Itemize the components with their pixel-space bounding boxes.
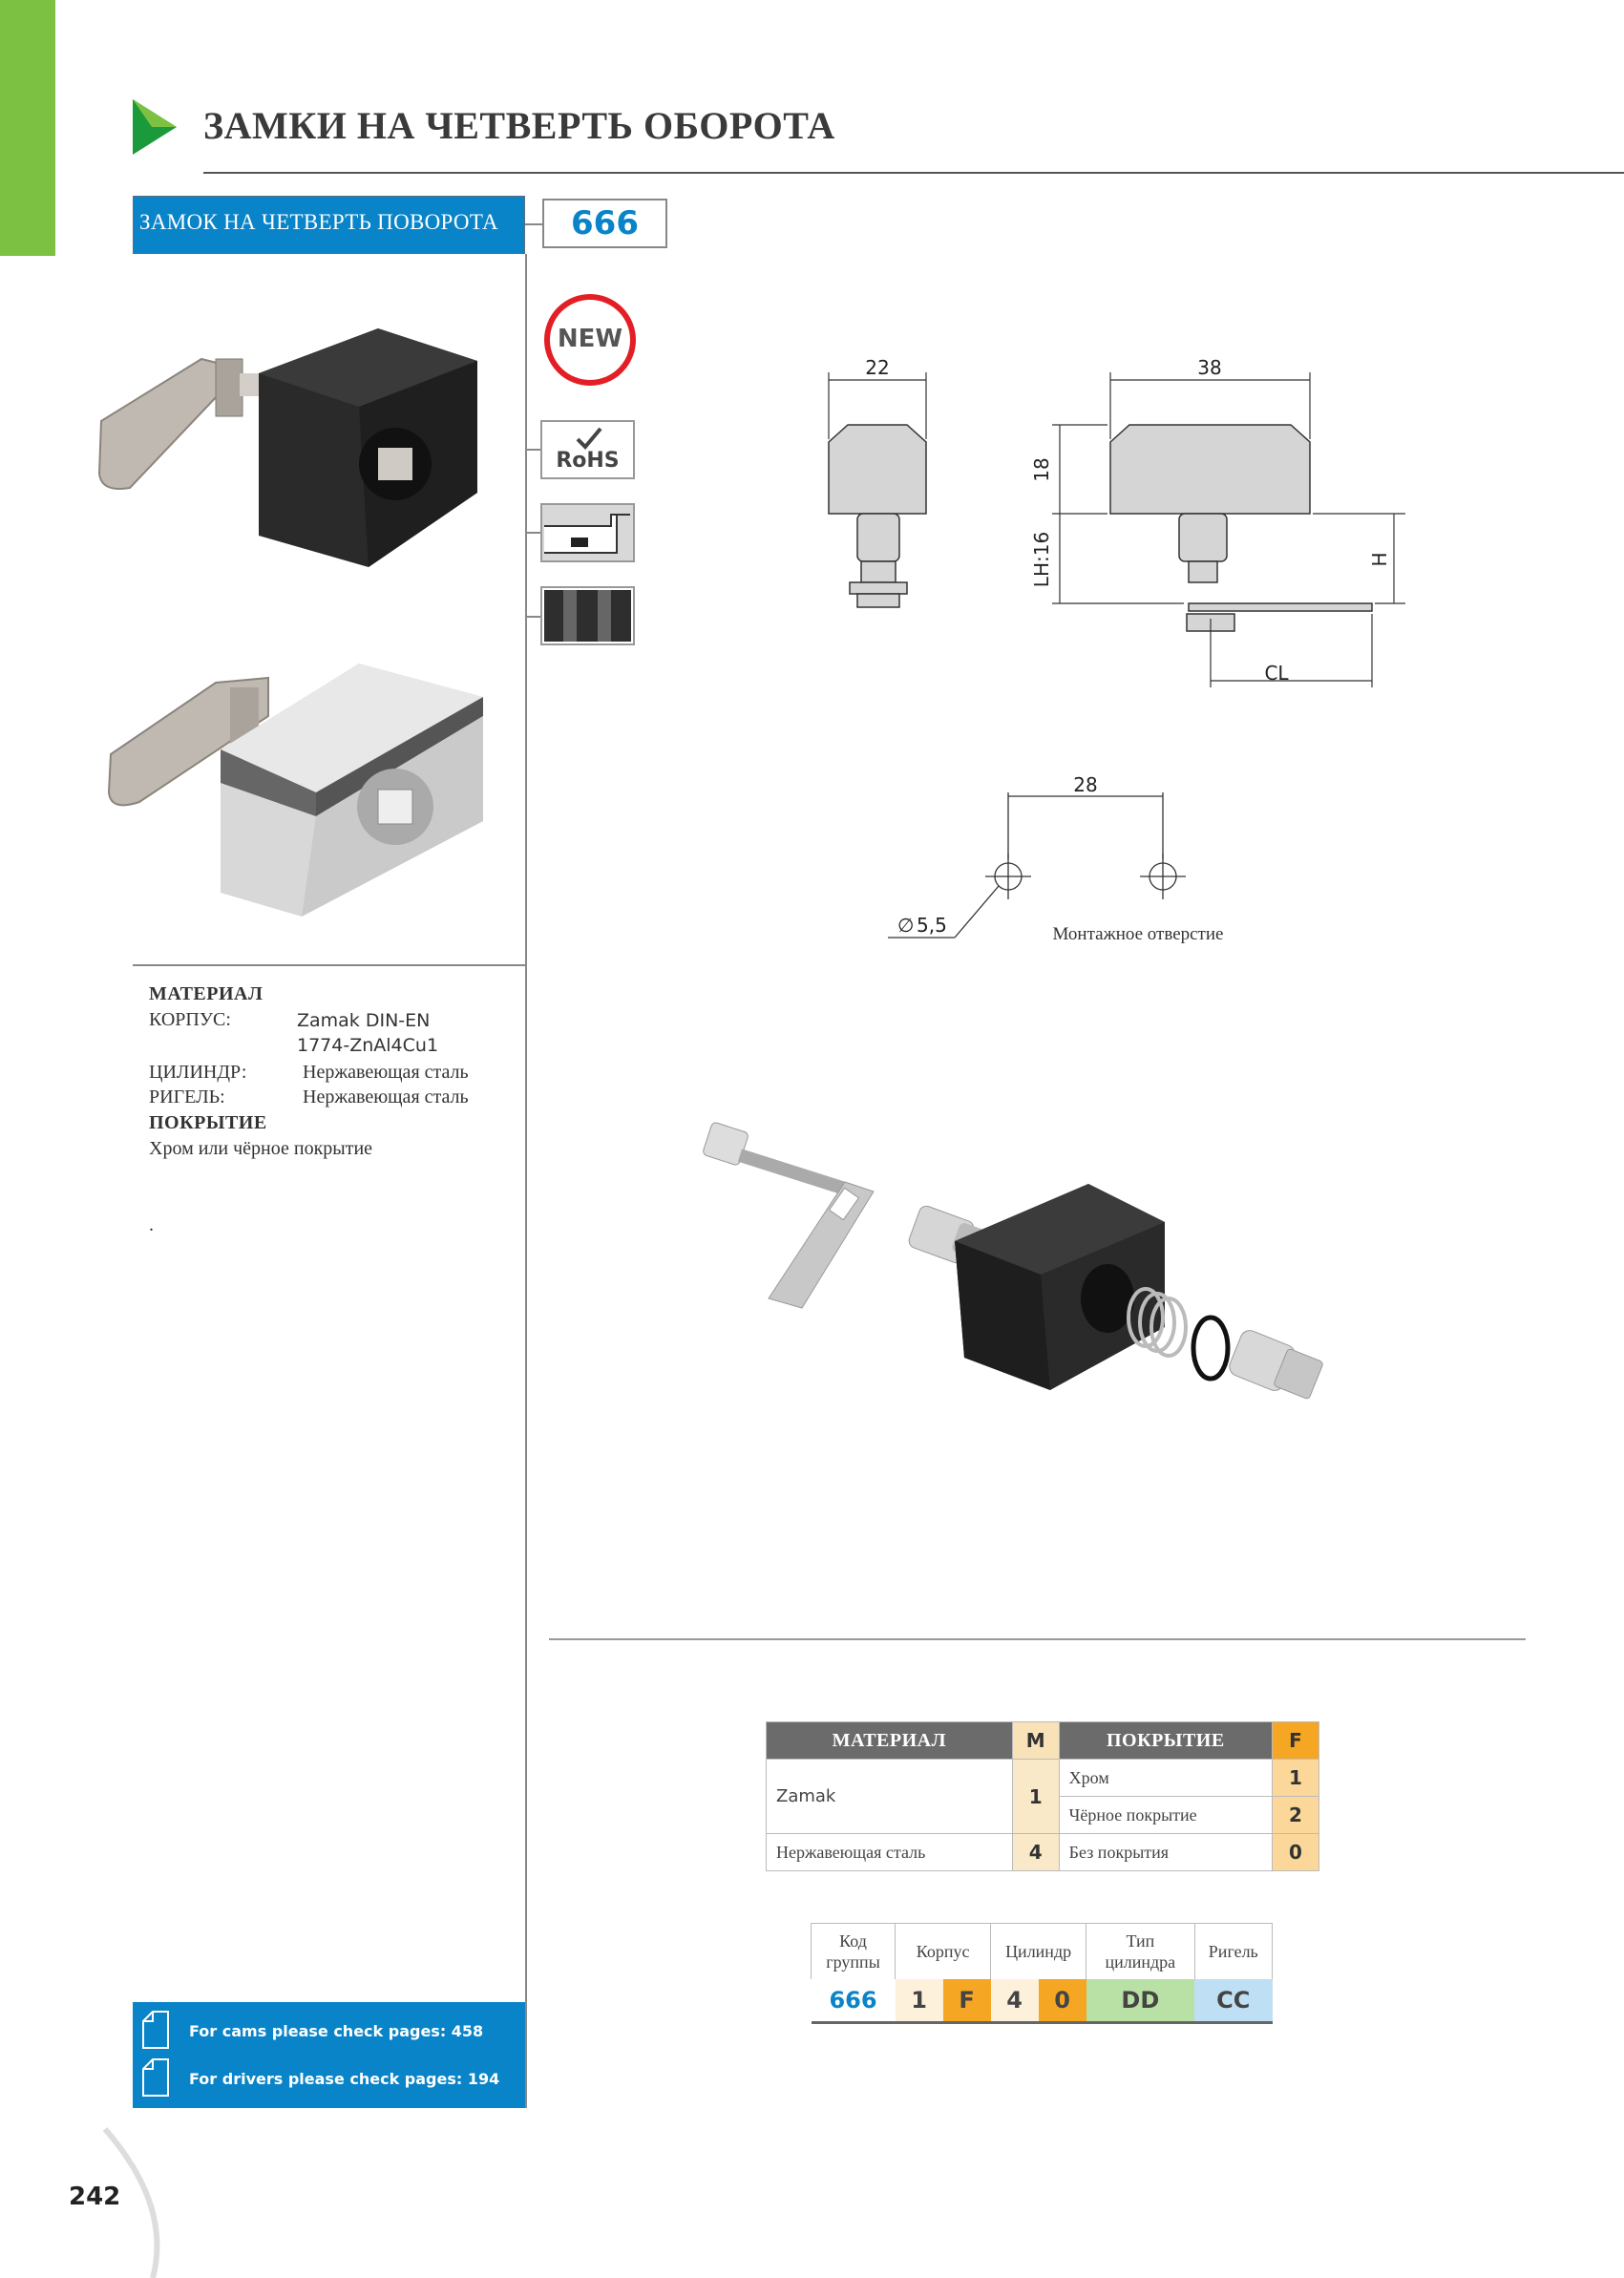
- material-body-value-2: 1774-ZnAl4Cu1: [297, 1035, 439, 1056]
- product-chrome-image: [101, 659, 502, 926]
- material-bolt-label: РИГЕЛЬ:: [149, 1086, 225, 1107]
- material-body-label: КОРПУС:: [149, 1009, 231, 1030]
- material-body-value-1: Zamak DIN-EN: [297, 1010, 431, 1031]
- dim-lh: LH:16: [1030, 531, 1053, 588]
- material-heading: МАТЕРИАЛ: [149, 983, 264, 1004]
- product-black-image: [92, 321, 493, 617]
- table1-header-material: МАТЕРИАЛ: [767, 1722, 1013, 1760]
- mounting-hole-drawing: [878, 764, 1260, 955]
- cams-reference-link[interactable]: For cams please check pages: 458: [189, 2022, 484, 2040]
- coating-text: Хром или чёрное покрытие: [149, 1138, 373, 1159]
- table2-header-cylinder: Цилиндр: [991, 1924, 1086, 1980]
- mounting-hole-label: Монтажное отверстие: [1052, 924, 1224, 944]
- table2-body-value: 1: [896, 1979, 943, 2023]
- exploded-view-image: [687, 1107, 1346, 1461]
- tick: [527, 449, 540, 451]
- table2-type-value: DD: [1086, 1979, 1195, 2023]
- tick: [527, 616, 540, 618]
- table1-mat-steel: Нержавеющая сталь: [767, 1834, 1013, 1871]
- table1-mat-steel-code: 4: [1012, 1834, 1059, 1871]
- dim-hole: 5,5: [917, 914, 947, 937]
- new-badge: [542, 292, 638, 388]
- rohs-icon: [540, 420, 635, 479]
- table1-header-coating: ПОКРЫТИЕ: [1059, 1722, 1272, 1760]
- table2-zero-value: 0: [1039, 1979, 1086, 2023]
- coating-heading: ПОКРЫТИЕ: [149, 1112, 267, 1133]
- product-code: 666: [571, 204, 639, 243]
- table1-header-f: F: [1273, 1722, 1319, 1760]
- dim-cl: CL: [1264, 662, 1289, 685]
- dim-18: 18: [1030, 457, 1053, 482]
- document-icon: [140, 2010, 171, 2050]
- title-arrow-icon: [133, 99, 177, 155]
- material-cylinder-value: Нержавеющая сталь: [303, 1062, 469, 1083]
- table1-mat-zamak: Zamak: [767, 1760, 1013, 1834]
- table2-header-body: Корпус: [896, 1924, 991, 1980]
- left-divider: [133, 964, 525, 966]
- table1-coat-none-code: 0: [1273, 1834, 1319, 1871]
- dim-28: 28: [1073, 773, 1098, 796]
- table1-mat-zamak-code: 1: [1012, 1760, 1059, 1834]
- content-divider: [549, 1638, 1526, 1640]
- material-bolt-value: Нержавеющая сталь: [303, 1086, 469, 1107]
- title-divider: [203, 172, 1624, 174]
- tick: [527, 532, 540, 534]
- cross-reference-box: [133, 2002, 525, 2108]
- drivers-reference-link[interactable]: For drivers please check pages: 194: [189, 2070, 500, 2088]
- new-badge-text: NEW: [557, 325, 623, 353]
- table1-coat-chrome-code: 1: [1273, 1760, 1319, 1797]
- table1-header-m: M: [1012, 1722, 1059, 1760]
- document-icon: [140, 2057, 171, 2098]
- rohs-text: RoHS: [556, 449, 620, 473]
- technical-drawing: [802, 344, 1391, 697]
- stray-dot: .: [149, 1214, 154, 1235]
- diameter-symbol: ∅: [897, 914, 915, 937]
- page-number: 242: [69, 2183, 121, 2211]
- table2-header-bolt: Ригель: [1194, 1924, 1272, 1980]
- product-label: ЗАМОК НА ЧЕТВЕРТЬ ПОВОРОТА: [139, 210, 498, 234]
- table1-coat-none: Без покрытия: [1059, 1834, 1272, 1871]
- table2-header-type: Тип цилиндра: [1086, 1924, 1195, 1980]
- table1-coat-black: Чёрное покрытие: [1059, 1797, 1272, 1834]
- table2-header-group: Код группы: [812, 1924, 896, 1980]
- panel-mount-icon: [540, 503, 635, 562]
- dim-22: 22: [865, 356, 890, 379]
- table2-bolt-value: CC: [1194, 1979, 1272, 2023]
- material-cylinder-label: ЦИЛИНДР:: [149, 1062, 247, 1083]
- table1-coat-black-code: 2: [1273, 1797, 1319, 1834]
- table1-coat-chrome: Хром: [1059, 1760, 1272, 1797]
- table2-coating-value: F: [943, 1979, 991, 2023]
- table2-cylinder-value: 4: [991, 1979, 1039, 2023]
- dim-38: 38: [1197, 356, 1222, 379]
- green-side-bar: [0, 0, 55, 256]
- material-coating-table: [766, 1721, 1319, 1871]
- page-title: ЗАМКИ НА ЧЕТВЕРТЬ ОБОРОТА: [203, 104, 835, 147]
- table2-group-value: 666: [812, 1979, 896, 2023]
- dim-h: H: [1368, 552, 1391, 567]
- code-connector: [525, 223, 542, 225]
- finish-variants-icon: [540, 586, 635, 645]
- order-code-table: [811, 1923, 1273, 2024]
